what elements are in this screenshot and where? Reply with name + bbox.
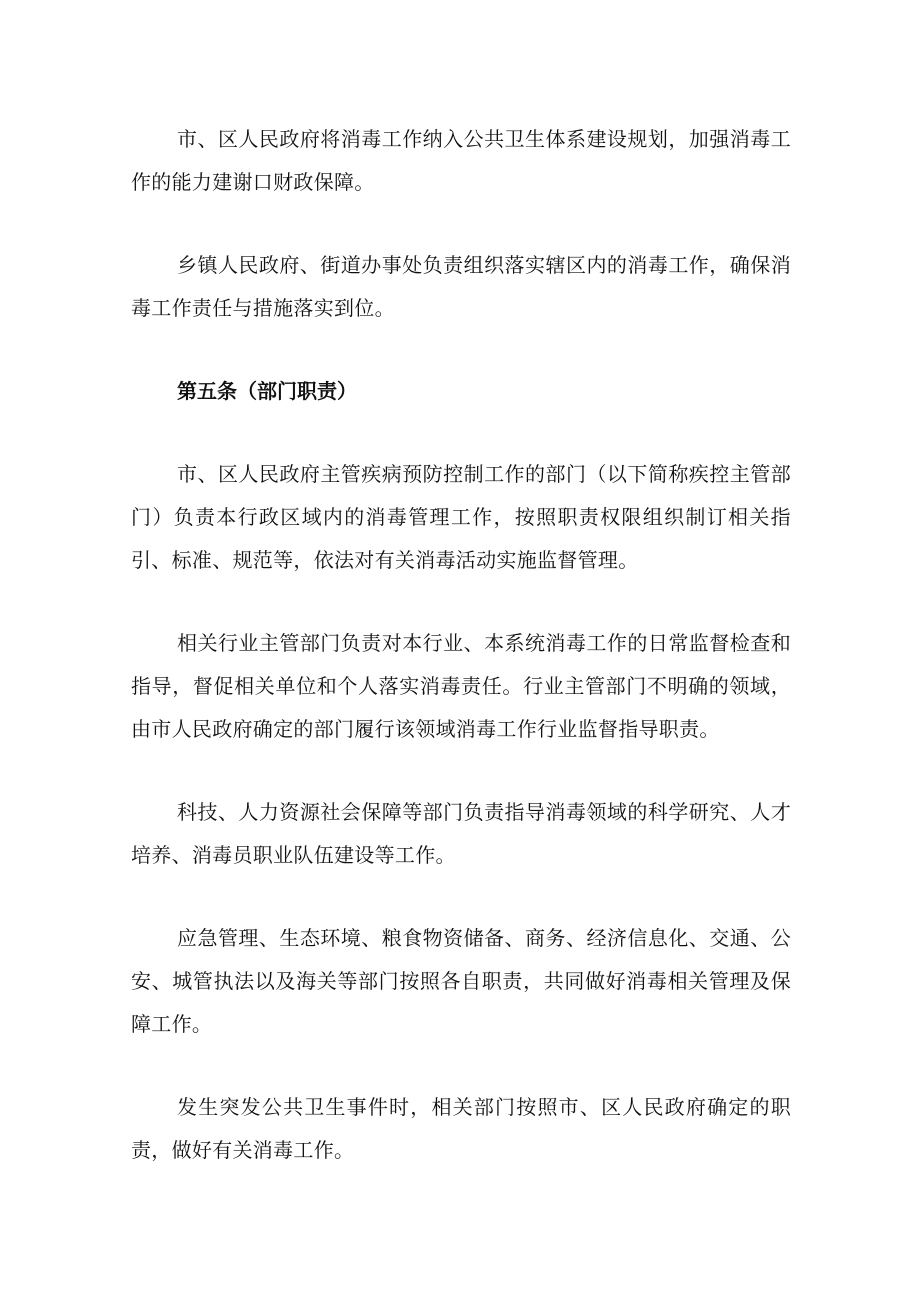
paragraph-disease-control-department: 市、区人民政府主管疾病预防控制工作的部门（以下简称疾控主管部门）负责本行政区域内的消毒管理工作，按照职责权限组织制订相关指引、标准、规范等，依法对有关消毒活动实施监督管理。 xyxy=(131,462,791,572)
document-body xyxy=(131,118,791,1212)
paragraph-science-hr-departments: 科技、人力资源社会保障等部门负责指导消毒领域的科学研究、人才培养、消毒员职业队伍建设等工作。 xyxy=(131,800,791,867)
paragraph-township-responsibility: 乡镇人民政府、街道办事处负责组织落实辖区内的消毒工作，确保消毒工作责任与措施落实到位。 xyxy=(131,253,791,320)
paragraph-industry-departments: 相关行业主管部门负责对本行业、本系统消毒工作的日常监督检查和指导，督促相关单位和个人落实消毒责任。行业主管部门不明确的领域，由市人民政府确定的部门履行该领域消毒工作行业监督指导职责。 xyxy=(131,631,791,741)
paragraph-emergency-events: 发生突发公共卫生事件时，相关部门按照市、区人民政府确定的职责，做好有关消毒工作。 xyxy=(131,1095,791,1162)
paragraph-other-departments: 应急管理、生态环境、粮食物资储备、商务、经济信息化、交通、公安、城管执法以及海关等部门按照各自职责，共同做好消毒相关管理及保障工作。 xyxy=(131,926,791,1036)
article-heading: 第五条（部门职责） xyxy=(177,379,357,403)
paragraph-public-health-planning: 市、区人民政府将消毒工作纳入公共卫生体系建设规划，加强消毒工作的能力建谢口财政保障。 xyxy=(131,127,791,194)
